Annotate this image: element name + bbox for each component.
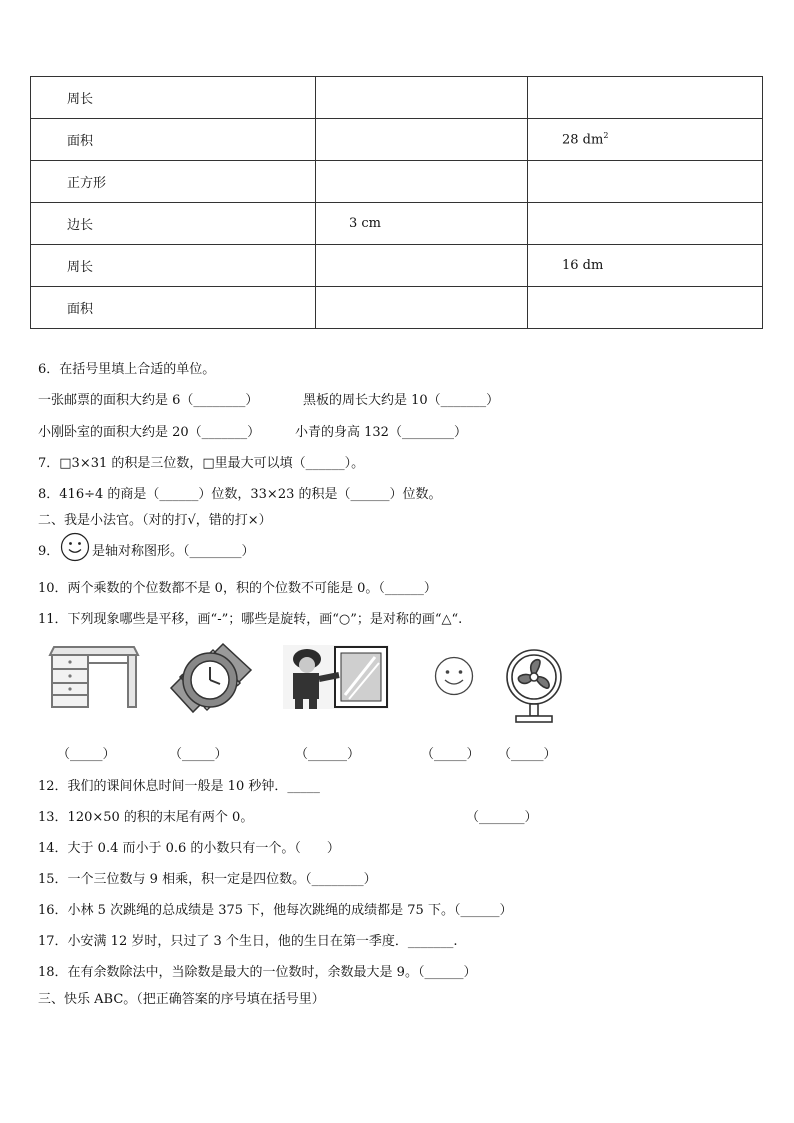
section-2-heading: 二、我是小法官。（对的打√，错的打×） <box>38 513 272 528</box>
question-6a[interactable]: 一张邮票的面积大约是 6（________） <box>38 393 259 408</box>
table-cell[interactable] <box>528 77 763 119</box>
question-14[interactable]: 14．大于 0.4 而小于 0.6 的小数只有一个。（ ） <box>38 841 340 856</box>
table-cell: 面积 <box>31 287 316 329</box>
cell-value: 28 dm <box>562 132 604 148</box>
table-row <box>31 245 763 287</box>
smiley-face-icon <box>60 532 90 562</box>
question-13-answer[interactable]: （_______） <box>466 810 538 825</box>
table-cell: 面积 <box>31 119 316 161</box>
desk-icon <box>48 643 140 709</box>
table-row <box>31 77 763 119</box>
table-cell: 正方形 <box>31 161 316 203</box>
question-10[interactable]: 10．两个乘数的个位数都不是 0，积的个位数不可能是 0。（______） <box>38 581 437 596</box>
question-6d[interactable]: 小青的身高 132（________） <box>295 425 467 440</box>
table-cell[interactable] <box>316 287 528 329</box>
watch-icon <box>163 640 259 720</box>
table-cell[interactable] <box>316 245 528 287</box>
question-6b[interactable]: 黑板的周长大约是 10（_______） <box>303 393 500 408</box>
table-cell[interactable] <box>316 161 528 203</box>
table-row <box>31 161 763 203</box>
question-15[interactable]: 15．一个三位数与 9 相乘，积一定是四位数。（________） <box>38 872 377 887</box>
table-row <box>31 287 763 329</box>
table-cell: 边长 <box>31 203 316 245</box>
question-11: 11．下列现象哪些是平移，画“-”；哪些是旋转，画“○”；是对称的画“△“. <box>38 612 463 627</box>
table-cell[interactable] <box>528 287 763 329</box>
table-cell[interactable] <box>528 161 763 203</box>
table-cell[interactable] <box>316 77 528 119</box>
answer-blank[interactable]: （_____） <box>498 747 557 762</box>
answer-blank[interactable]: （_____） <box>169 747 228 762</box>
table-cell <box>528 119 763 161</box>
question-17[interactable]: 17．小安满 12 岁时，只过了 3 个生日，他的生日在第一季度．_______. <box>38 934 458 949</box>
question-18[interactable]: 18．在有余数除法中，当除数是最大的一位数时，余数最大是 9。（______） <box>38 965 477 980</box>
table-cell[interactable] <box>528 203 763 245</box>
question-6c[interactable]: 小刚卧室的面积大约是 20（_______） <box>38 425 261 440</box>
units-table <box>30 76 763 329</box>
fan-icon <box>502 648 566 724</box>
question-7[interactable]: 7．□3×31 的积是三位数，□里最大可以填（______）。 <box>38 456 365 471</box>
question-12[interactable]: 12．我们的课间休息时间一般是 10 秒钟．_____ <box>38 779 320 794</box>
table-cell: 3 cm <box>316 203 528 245</box>
cell-superscript: 2 <box>603 131 609 141</box>
table-cell: 周长 <box>31 77 316 119</box>
question-16[interactable]: 16．小林 5 次跳绳的总成绩是 375 下，他每次跳绳的成绩都是 75 下。（______） <box>38 903 513 918</box>
table-cell[interactable] <box>316 119 528 161</box>
answer-blank[interactable]: （_____） <box>421 747 480 762</box>
answer-blank[interactable]: （_____） <box>57 747 116 762</box>
answer-blank[interactable]: （______） <box>295 747 361 762</box>
table-cell: 16 dm <box>528 245 763 287</box>
table-row <box>31 119 763 161</box>
question-13: 13．120×50 的积的末尾有两个 0。 <box>38 810 254 825</box>
question-6-title: 6．在括号里填上合适的单位。 <box>38 362 216 377</box>
smiley-icon <box>434 656 474 696</box>
question-9[interactable]: 是轴对称图形。（________） <box>92 544 255 559</box>
question-9-number: 9． <box>38 544 60 559</box>
pushing-window-icon <box>283 645 389 709</box>
table-cell: 周长 <box>31 245 316 287</box>
table-row <box>31 203 763 245</box>
question-8[interactable]: 8．416÷4 的商是（______）位数，33×23 的积是（______）位数。 <box>38 487 442 502</box>
section-3-heading: 三、快乐 ABC。（把正确答案的序号填在括号里） <box>38 992 325 1007</box>
